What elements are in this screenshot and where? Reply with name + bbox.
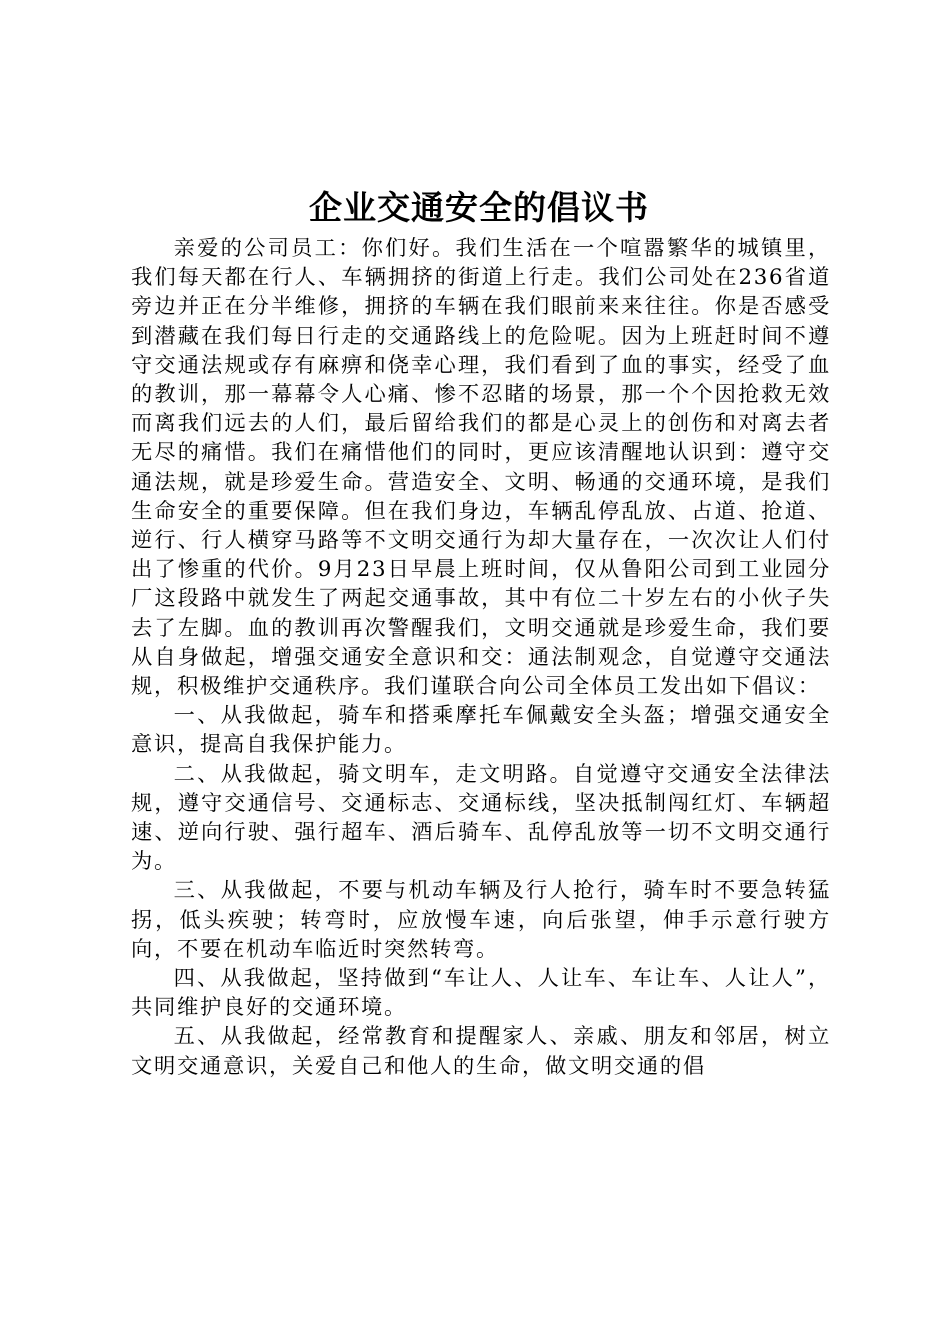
paragraph-proposal-2: 二、从我做起，骑文明车，走文明路。自觉遵守交通安全法律法规，遵守交通信号、交通标志、交通标线，坚决抵制闯红灯、车辆超速、逆向行驶、强行超车、酒后骑车、乱停乱放等一切不文明交通行为。 <box>131 761 831 875</box>
document-body <box>131 234 831 1081</box>
paragraph-intro: 亲爱的公司员工：你们好。我们生活在一个喧嚣繁华的城镇里，我们每天都在行人、车辆拥挤的街道上行走。我们公司处在236省道旁边并正在分半维修，拥挤的车辆在我们眼前来来往往。你是否感受到潜藏在我们每日行走的交通路线上的危险呢。因为上班赶时间不遵守交通法规或存有麻痹和侥幸心理，我们看到了血的事实，经受了血的教训，那一幕幕令人心痛、惨不忍睹的场景，那一个个因抢救无效而离我们远去的人们，最后留给我们的都是心灵上的创伤和对离去者无尽的痛惜。我们在痛惜他们的同时，更应该清醒地认识到：遵守交通法规，就是珍爱生命。营造安全、文明、畅通的交通环境，是我们生命安全的重要保障。但在我们身边，车辆乱停乱放、占道、抢道、逆行、行人横穿马路等不文明交通行为却大量存在，一次次让人们付出了惨重的代价。9月23日早晨上班时间，仅从鲁阳公司到工业园分厂这段路中就发生了两起交通事故，其中有位二十岁左右的小伙子失去了左脚。血的教训再次警醒我们，文明交通就是珍爱生命，我们要从自身做起，增强交通安全意识和交：通法制观念，自觉遵守交通法规，积极维护交通秩序。我们谨联合向公司全体员工发出如下倡议： <box>131 236 831 700</box>
document-title: 企业交通安全的倡议书 <box>309 188 649 227</box>
paragraph-proposal-1: 一、从我做起，骑车和搭乘摩托车佩戴安全头盔；增强交通安全意识，提高自我保护能力。 <box>131 703 831 758</box>
paragraph-proposal-3: 三、从我做起，不要与机动车辆及行人抢行，骑车时不要急转猛拐，低头疾驶；转弯时，应放慢车速，向后张望，伸手示意行驶方向，不要在机动车临近时突然转弯。 <box>131 878 831 962</box>
paragraph-proposal-4: 四、从我做起，坚持做到“车让人、人让车、车让车、人让人”，共同维护良好的交通环境。 <box>131 966 831 1021</box>
paragraph-proposal-5: 五、从我做起，经常教育和提醒家人、亲戚、朋友和邻居，树立文明交通意识，关爱自己和他人的生命，做文明交通的倡 <box>131 1024 831 1079</box>
